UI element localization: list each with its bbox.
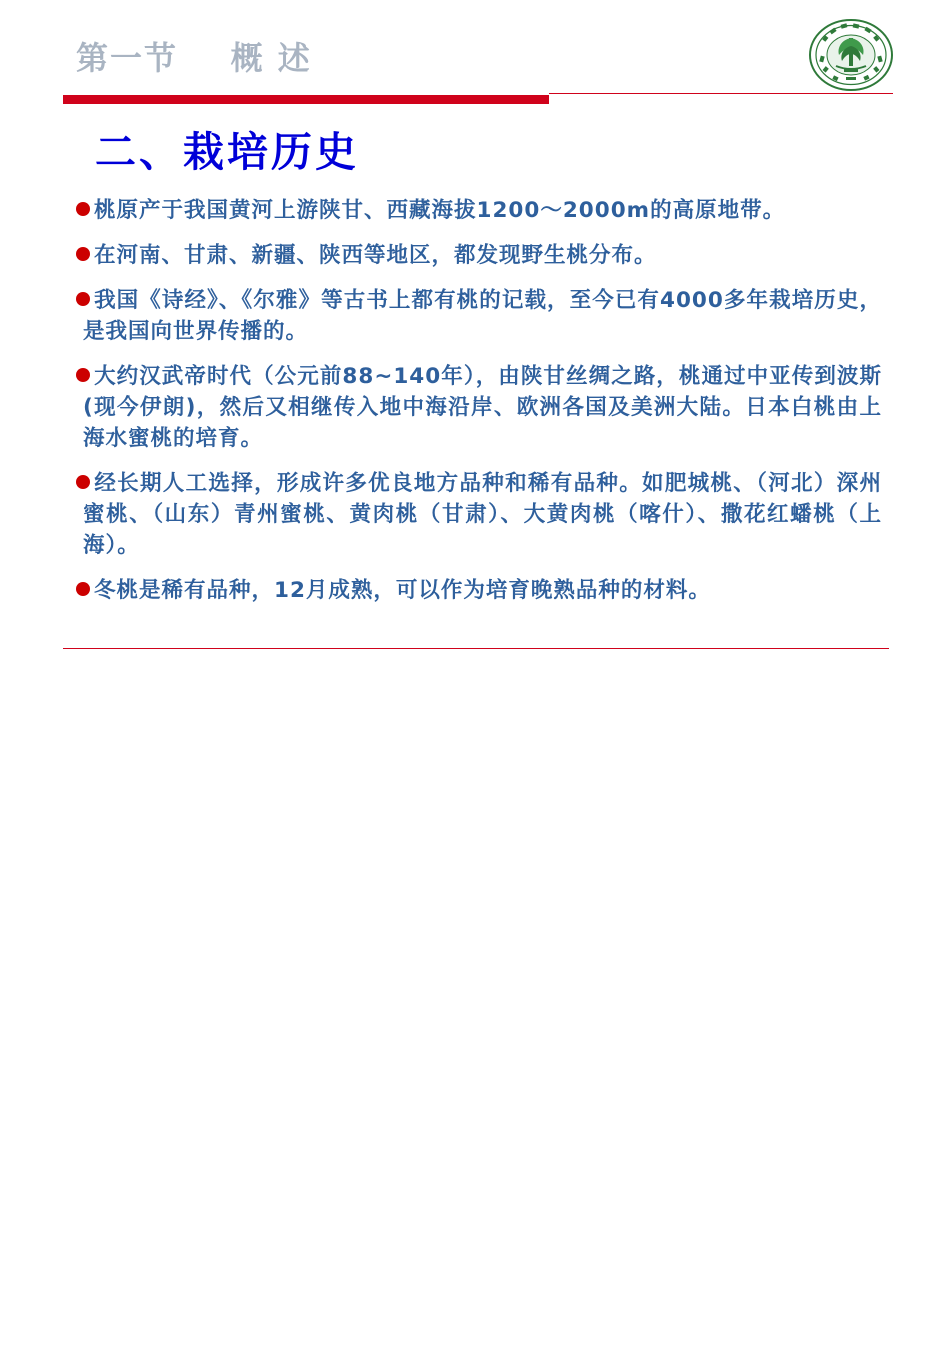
section-title: 第一节 概 述 bbox=[76, 39, 312, 77]
list-item bbox=[76, 285, 882, 347]
bullet-dot-icon bbox=[76, 247, 90, 261]
list-item bbox=[76, 468, 882, 561]
bullet-dot-icon bbox=[76, 202, 90, 216]
list-item-text: 大约汉武帝时代（公元前88~140年），由陕甘丝绸之路，桃通过中亚传到波斯(现今伊朗)，然后又相继传入地中海沿岸、欧洲各国及美洲大陆。日本白桃由上海水蜜桃的培育。 bbox=[83, 364, 882, 451]
list-item bbox=[76, 575, 882, 606]
content-bottom-rule bbox=[63, 648, 889, 649]
header-rule-thin bbox=[549, 93, 893, 94]
bullet-dot-icon bbox=[76, 475, 90, 489]
list-item bbox=[76, 240, 882, 271]
list-item-text: 经长期人工选择，形成许多优良地方品种和稀有品种。如肥城桃、（河北）深州蜜桃、（山东）青州蜜桃、黄肉桃（甘肃）、大黄肉桃（喀什）、撒花红蟠桃（上海）。 bbox=[83, 471, 882, 558]
bullet-list bbox=[76, 195, 882, 620]
list-item bbox=[76, 195, 882, 226]
bullet-dot-icon bbox=[76, 582, 90, 596]
slide-heading: 二、栽培历史 bbox=[95, 128, 359, 176]
bullet-dot-icon bbox=[76, 368, 90, 382]
header-rule-thick bbox=[63, 95, 549, 104]
list-item-text: 在河南、甘肃、新疆、陕西等地区，都发现野生桃分布。 bbox=[94, 243, 657, 268]
list-item-text: 桃原产于我国黄河上游陕甘、西藏海拔1200～2000m的高原地带。 bbox=[94, 198, 786, 223]
list-item-text: 冬桃是稀有品种，12月成熟，可以作为培育晚熟品种的材料。 bbox=[94, 578, 711, 603]
list-item bbox=[76, 361, 882, 454]
university-emblem-icon bbox=[808, 18, 894, 92]
bullet-dot-icon bbox=[76, 292, 90, 306]
list-item-text: 我国《诗经》、《尔雅》等古书上都有桃的记载，至今已有4000多年栽培历史，是我国向世界传播的。 bbox=[83, 288, 882, 344]
